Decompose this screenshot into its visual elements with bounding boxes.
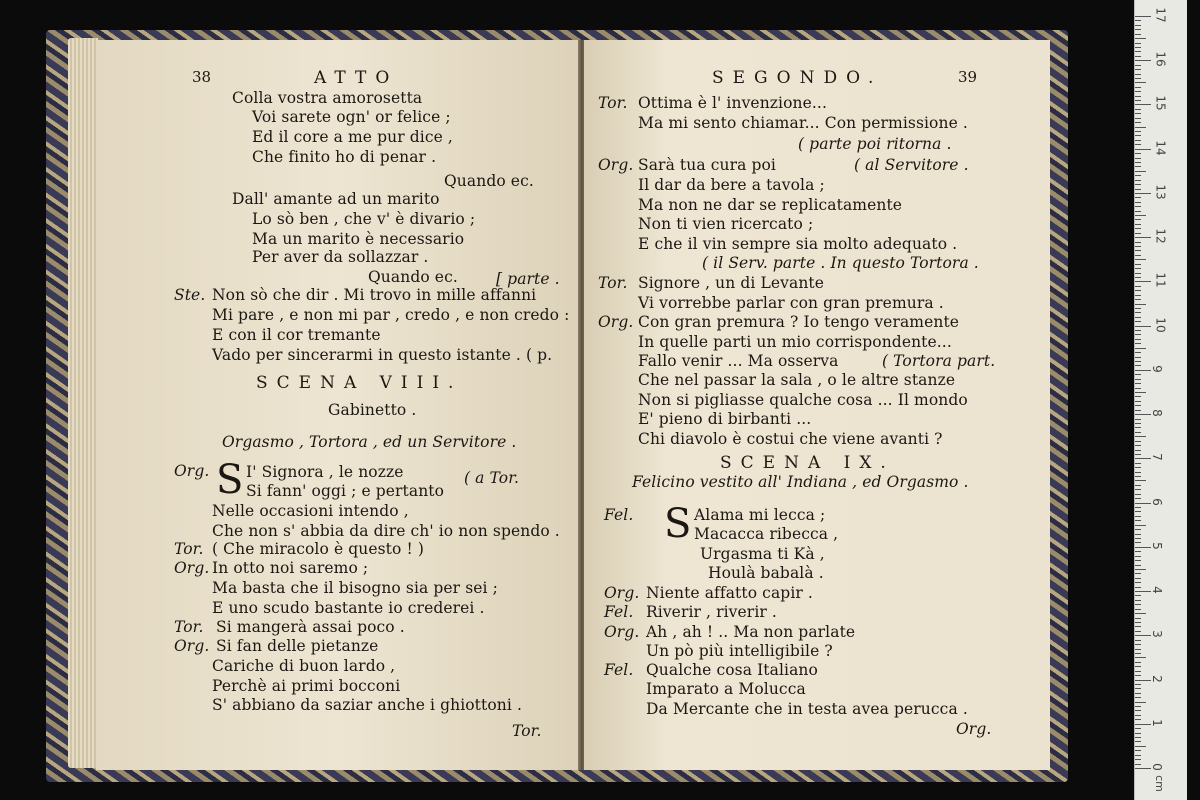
ruler-tick-minor — [1135, 657, 1146, 658]
catchword: Tor. — [512, 722, 542, 740]
text-line: Colla vostra amorosetta — [232, 89, 423, 107]
ruler-tick-minor — [1135, 334, 1141, 335]
text-line: Si mangerà assai poco . — [216, 618, 405, 636]
ruler-tick-minor — [1135, 20, 1141, 21]
ruler-tick-minor — [1135, 556, 1141, 557]
text-line: Quando ec. — [444, 172, 534, 190]
ruler-tick-minor — [1135, 25, 1141, 26]
ruler-tick-minor — [1135, 166, 1141, 167]
scene-characters: Felicino vestito all' Indiana , ed Orgasmo . — [632, 473, 969, 491]
stage-direction: ( a Tor. — [464, 469, 520, 487]
text-line: Vi vorrebbe parlar con gran premura . — [638, 294, 944, 312]
text-line: Non ti vien ricercato ; — [638, 215, 814, 233]
ruler-tick-minor — [1135, 427, 1141, 428]
ruler-tick-major — [1135, 635, 1151, 636]
ruler-tick-minor — [1135, 211, 1141, 212]
ruler-tick-minor — [1135, 184, 1141, 185]
text-line: E uno scudo bastante io crederei . — [212, 599, 485, 617]
text-line: Quando ec. — [368, 268, 458, 286]
ruler-tick-minor — [1135, 290, 1141, 291]
ruler-tick-minor — [1135, 144, 1141, 145]
ruler-tick-minor — [1135, 578, 1141, 579]
text-line: Ma un marito è necessario — [252, 230, 465, 248]
stage-direction: ( al Servitore . — [854, 156, 969, 174]
ruler-tick-minor — [1135, 618, 1141, 619]
ruler-tick-minor — [1135, 175, 1141, 176]
ruler-tick-minor — [1135, 264, 1141, 265]
speaker-label: Ste. — [174, 286, 206, 304]
ruler-tick-major — [1135, 458, 1151, 459]
stage-direction: [ parte . — [496, 270, 560, 288]
ruler-tick-minor — [1135, 644, 1141, 645]
text-line: Houlà babalà . — [708, 564, 824, 582]
catchword: Org. — [956, 720, 992, 738]
text-line: Si fann' oggi ; e pertanto — [246, 482, 445, 500]
ruler-tick-minor — [1135, 476, 1141, 477]
ruler-tick-minor — [1135, 118, 1141, 119]
page-edges — [68, 38, 98, 768]
text-line: Non sò che dir . Mi trovo in mille affanni — [212, 286, 537, 304]
text-line: Dall' amante ad un marito — [232, 190, 440, 208]
ruler-tick-minor — [1135, 308, 1141, 309]
ruler-tick-minor — [1135, 38, 1146, 39]
ruler-tick-minor — [1135, 626, 1141, 627]
text-line: Ma non ne dar se replicatamente — [638, 196, 903, 214]
ruler-number: 1 — [1149, 718, 1164, 727]
ruler-tick-minor — [1135, 485, 1141, 486]
text-line: Mi pare , e non mi par , credo , e non credo : — [212, 306, 570, 324]
ruler-tick-minor — [1135, 710, 1141, 711]
ruler-tick-minor — [1135, 675, 1141, 676]
text-line: Ah , ah ! .. Ma non parlate — [646, 623, 856, 641]
ruler-tick-minor — [1135, 419, 1141, 420]
scene-heading: SCENA VIII. — [256, 373, 463, 393]
text-line: Urgasma ti Kà , — [700, 545, 825, 563]
ruler-tick-minor — [1135, 255, 1141, 256]
ruler-number: 9 — [1149, 365, 1164, 373]
scene-heading: SCENA IX. — [720, 453, 895, 473]
ruler-tick-minor — [1135, 365, 1141, 366]
drop-cap: S — [216, 457, 244, 503]
ruler-tick-minor — [1135, 728, 1141, 729]
ruler-tick-minor — [1135, 441, 1141, 442]
right-page — [584, 40, 1050, 770]
speaker-label: Org. — [604, 584, 640, 602]
text-line: E con il cor tremante — [212, 326, 381, 344]
ruler-tick-minor — [1135, 755, 1141, 756]
ruler-tick-major — [1135, 414, 1151, 415]
ruler-tick-minor — [1135, 29, 1141, 30]
ruler-tick-minor — [1135, 719, 1141, 720]
ruler-tick-minor — [1135, 357, 1141, 358]
ruler-tick-major — [1135, 591, 1151, 592]
ruler-tick-major — [1135, 281, 1151, 282]
ruler-tick-minor — [1135, 171, 1146, 172]
ruler-number: 11 — [1153, 272, 1168, 289]
ruler-tick-minor — [1135, 551, 1141, 552]
ruler-tick-minor — [1135, 82, 1146, 83]
ruler-tick-minor — [1135, 454, 1141, 455]
ruler-tick-minor — [1135, 560, 1141, 561]
ruler-tick-minor — [1135, 525, 1146, 526]
ruler-tick-minor — [1135, 741, 1141, 742]
ruler-tick-minor — [1135, 87, 1141, 88]
ruler-tick-minor — [1135, 299, 1141, 300]
ruler-tick-minor — [1135, 511, 1141, 512]
ruler-tick-minor — [1135, 206, 1141, 207]
ruler-tick-minor — [1135, 295, 1141, 296]
text-line: Macacca ribecca , — [694, 525, 839, 543]
ruler-tick-minor — [1135, 613, 1146, 614]
ruler-tick-minor — [1135, 467, 1141, 468]
speaker-label: Org. — [174, 637, 210, 655]
ruler-tick-major — [1135, 149, 1151, 150]
ruler-tick-minor — [1135, 361, 1141, 362]
scene-characters: Orgasmo , Tortora , ed un Servitore . — [222, 433, 517, 451]
ruler-tick-minor — [1135, 746, 1146, 747]
speaker-label: Tor. — [598, 94, 628, 112]
ruler-tick-minor — [1135, 383, 1141, 384]
ruler-tick-minor — [1135, 715, 1141, 716]
ruler-tick-minor — [1135, 374, 1141, 375]
ruler-tick-minor — [1135, 96, 1141, 97]
ruler-tick-minor — [1135, 529, 1141, 530]
ruler-tick-minor — [1135, 622, 1141, 623]
ruler-tick-minor — [1135, 277, 1141, 278]
ruler-number: 15 — [1153, 95, 1168, 112]
ruler-number: 12 — [1153, 228, 1168, 244]
ruler-tick-minor — [1135, 587, 1141, 588]
page-number: 38 — [192, 68, 212, 86]
text-line: In otto noi saremo ; — [212, 559, 369, 577]
text-line: Che nel passar la sala , o le altre stanze — [638, 371, 956, 389]
ruler-tick-minor — [1135, 480, 1146, 481]
ruler-tick-major — [1135, 547, 1151, 548]
text-line: Non si pigliasse qualche cosa ... Il mondo — [638, 391, 968, 409]
ruler-tick-minor — [1135, 91, 1141, 92]
ruler-tick-major — [1135, 768, 1151, 769]
ruler-tick-minor — [1135, 51, 1141, 52]
ruler-tick-minor — [1135, 65, 1141, 66]
ruler-number: 13 — [1153, 184, 1168, 200]
ruler-tick-minor — [1135, 706, 1141, 707]
ruler-tick-minor — [1135, 228, 1141, 229]
ruler-tick-minor — [1135, 436, 1146, 437]
text-line: Voi sarete ogn' or felice ; — [252, 108, 451, 126]
ruler-tick-minor — [1135, 520, 1141, 521]
text-line: S' abbiano da saziar anche i ghiottoni . — [212, 696, 522, 714]
speaker-label: Tor. — [174, 618, 204, 636]
ruler-tick-minor — [1135, 34, 1141, 35]
text-line: Fallo venir ... Ma osserva — [638, 352, 839, 370]
ruler-tick-minor — [1135, 498, 1141, 499]
speaker-label: Org. — [598, 156, 634, 174]
ruler-tick-minor — [1135, 140, 1141, 141]
ruler-tick-minor — [1135, 312, 1141, 313]
ruler-tick-minor — [1135, 507, 1141, 508]
speaker-label: Org. — [174, 559, 210, 577]
measuring-ruler — [1134, 0, 1187, 800]
speaker-label: Org. — [174, 462, 210, 480]
ruler-tick-minor — [1135, 109, 1141, 110]
ruler-tick-minor — [1135, 219, 1141, 220]
ruler-tick-major — [1135, 503, 1151, 504]
text-line: Vado per sincerarmi in questo istante . ( p. — [212, 346, 553, 364]
ruler-tick-minor — [1135, 671, 1141, 672]
ruler-tick-minor — [1135, 565, 1141, 566]
ruler-number: 6 — [1149, 497, 1164, 506]
ruler-tick-minor — [1135, 542, 1141, 543]
ruler-number: 17 — [1153, 7, 1168, 23]
speaker-label: Fel. — [604, 506, 634, 524]
stage-direction: ( parte poi ritorna . — [798, 135, 952, 153]
ruler-number: 10 — [1153, 317, 1168, 333]
ruler-tick-minor — [1135, 737, 1141, 738]
ruler-tick-minor — [1135, 649, 1141, 650]
ruler-tick-minor — [1135, 516, 1141, 517]
ruler-tick-minor — [1135, 573, 1141, 574]
ruler-tick-major — [1135, 370, 1151, 371]
ruler-tick-major — [1135, 193, 1151, 194]
text-line: Per aver da sollazzar . — [252, 248, 429, 266]
running-header: ATTO — [314, 68, 399, 88]
ruler-tick-minor — [1135, 127, 1146, 128]
ruler-tick-minor — [1135, 750, 1141, 751]
text-line: Si fan delle pietanze — [216, 637, 379, 655]
speaker-label: Fel. — [604, 603, 634, 621]
speaker-label: Tor. — [598, 274, 628, 292]
stage-direction: ( Tortora part. — [882, 352, 996, 370]
ruler-tick-minor — [1135, 330, 1141, 331]
ruler-tick-minor — [1135, 197, 1141, 198]
ruler-tick-minor — [1135, 472, 1141, 473]
text-line: Ed il core a me pur dice , — [252, 128, 453, 146]
text-line: I' Signora , le nozze — [246, 463, 404, 481]
ruler-tick-minor — [1135, 405, 1141, 406]
page-number: 39 — [958, 68, 978, 86]
text-line: Cariche di buon lardo , — [212, 657, 396, 675]
ruler-number: 7 — [1149, 453, 1164, 462]
text-line: ( Che miracolo è questo ! ) — [212, 540, 424, 558]
text-line: Imparato a Molucca — [646, 680, 806, 698]
text-line: Che non s' abbia da dire ch' io non spendo . — [212, 522, 560, 540]
ruler-tick-minor — [1135, 317, 1141, 318]
text-line: Ma basta che il bisogno sia per sei ; — [212, 579, 498, 597]
ruler-tick-major — [1135, 16, 1151, 17]
ruler-tick-minor — [1135, 202, 1141, 203]
ruler-tick-minor — [1135, 489, 1141, 490]
ruler-tick-minor — [1135, 268, 1141, 269]
ruler-tick-minor — [1135, 631, 1141, 632]
ruler-tick-minor — [1135, 339, 1141, 340]
ruler-tick-minor — [1135, 600, 1141, 601]
ruler-tick-minor — [1135, 688, 1141, 689]
ruler-tick-minor — [1135, 158, 1141, 159]
ruler-number: 14 — [1153, 140, 1168, 156]
ruler-tick-minor — [1135, 401, 1141, 402]
text-line: Ottima è l' invenzione... — [638, 94, 827, 112]
running-header: SEGONDO. — [712, 68, 883, 88]
ruler-tick-major — [1135, 104, 1151, 105]
ruler-tick-minor — [1135, 56, 1141, 57]
ruler-tick-minor — [1135, 463, 1141, 464]
ruler-tick-minor — [1135, 684, 1141, 685]
ruler-tick-minor — [1135, 666, 1141, 667]
ruler-tick-minor — [1135, 379, 1141, 380]
text-line: E che il vin sempre sia molto adequato . — [638, 235, 958, 253]
ruler-number: 0 — [1149, 763, 1164, 771]
stage-direction: ( il Serv. parte . In questo Tortora . — [702, 254, 979, 272]
ruler-tick-minor — [1135, 609, 1141, 610]
ruler-tick-minor — [1135, 215, 1146, 216]
ruler-unit: cm — [1152, 775, 1166, 792]
ruler-number: 5 — [1149, 541, 1164, 550]
text-line: Nelle occasioni intendo , — [212, 502, 409, 520]
text-line: Riverir , riverir . — [646, 603, 777, 621]
ruler-tick-minor — [1135, 224, 1141, 225]
ruler-tick-major — [1135, 326, 1151, 327]
speaker-label: Fel. — [604, 661, 634, 679]
text-line: Qualche cosa Italiano — [646, 661, 818, 679]
ruler-tick-minor — [1135, 43, 1141, 44]
text-line: Signore , un di Levante — [638, 274, 825, 292]
ruler-tick-minor — [1135, 100, 1141, 101]
ruler-tick-minor — [1135, 693, 1141, 694]
ruler-tick-minor — [1135, 662, 1141, 663]
ruler-tick-minor — [1135, 180, 1141, 181]
ruler-tick-minor — [1135, 242, 1141, 243]
ruler-tick-major — [1135, 724, 1151, 725]
ruler-tick-minor — [1135, 131, 1141, 132]
text-line: Perchè ai primi bocconi — [212, 677, 401, 695]
ruler-tick-minor — [1135, 348, 1146, 349]
ruler-tick-minor — [1135, 392, 1146, 393]
ruler-tick-minor — [1135, 538, 1141, 539]
ruler-number: 16 — [1153, 51, 1168, 67]
text-line: Con gran premura ? Io tengo veramente — [638, 313, 960, 331]
ruler-number: 8 — [1149, 409, 1164, 417]
text-line: Ma mi sento chiamar... Con permissione . — [638, 114, 968, 132]
ruler-tick-minor — [1135, 233, 1141, 234]
drop-cap: S — [664, 501, 692, 547]
text-line: Alama mi lecca ; — [694, 506, 826, 524]
text-line: Sarà tua cura poi — [638, 156, 776, 174]
ruler-tick-minor — [1135, 343, 1141, 344]
ruler-tick-minor — [1135, 321, 1141, 322]
ruler-tick-minor — [1135, 396, 1141, 397]
ruler-tick-major — [1135, 237, 1151, 238]
text-line: In quelle parti un mio corrispondente... — [638, 333, 952, 351]
ruler-tick-minor — [1135, 534, 1141, 535]
ruler-tick-minor — [1135, 304, 1146, 305]
speaker-label: Org. — [604, 623, 640, 641]
ruler-tick-minor — [1135, 764, 1141, 765]
text-line: E' pieno di birbanti ... — [638, 410, 812, 428]
ruler-tick-minor — [1135, 122, 1141, 123]
ruler-tick-minor — [1135, 153, 1141, 154]
ruler-tick-minor — [1135, 352, 1141, 353]
ruler-tick-minor — [1135, 733, 1141, 734]
ruler-tick-minor — [1135, 246, 1141, 247]
ruler-tick-minor — [1135, 494, 1141, 495]
ruler-tick-minor — [1135, 162, 1141, 163]
ruler-tick-minor — [1135, 702, 1146, 703]
scene-location: Gabinetto . — [328, 401, 417, 419]
ruler-tick-minor — [1135, 273, 1141, 274]
ruler-tick-minor — [1135, 445, 1141, 446]
text-line: Un pò più intelligibile ? — [646, 642, 833, 660]
ruler-tick-minor — [1135, 69, 1141, 70]
speaker-label: Org. — [598, 313, 634, 331]
text-line: Il dar da bere a tavola ; — [638, 176, 825, 194]
text-line: Chi diavolo è costui che viene avanti ? — [638, 430, 943, 448]
ruler-number: 3 — [1149, 630, 1164, 639]
speaker-label: Tor. — [174, 540, 204, 558]
ruler-tick-minor — [1135, 697, 1141, 698]
left-page — [96, 40, 580, 770]
ruler-tick-minor — [1135, 47, 1141, 48]
ruler-tick-minor — [1135, 250, 1141, 251]
ruler-tick-minor — [1135, 759, 1141, 760]
ruler-tick-minor — [1135, 653, 1141, 654]
ruler-tick-minor — [1135, 74, 1141, 75]
text-line: Da Mercante che in testa avea perucca . — [646, 700, 968, 718]
text-line: Che finito ho di penar . — [252, 148, 437, 166]
ruler-tick-minor — [1135, 286, 1141, 287]
ruler-tick-minor — [1135, 450, 1141, 451]
ruler-tick-minor — [1135, 189, 1141, 190]
ruler-tick-minor — [1135, 423, 1141, 424]
ruler-tick-minor — [1135, 432, 1141, 433]
ruler-tick-minor — [1135, 113, 1141, 114]
ruler-tick-minor — [1135, 135, 1141, 136]
ruler-number: 2 — [1149, 674, 1164, 683]
ruler-tick-major — [1135, 680, 1151, 681]
ruler-tick-minor — [1135, 388, 1141, 389]
text-line: Lo sò ben , che v' è divario ; — [252, 210, 476, 228]
ruler-tick-minor — [1135, 78, 1141, 79]
ruler-tick-minor — [1135, 582, 1141, 583]
ruler-tick-major — [1135, 60, 1151, 61]
ruler-tick-minor — [1135, 410, 1141, 411]
ruler-tick-minor — [1135, 595, 1141, 596]
ruler-tick-minor — [1135, 604, 1141, 605]
ruler-tick-minor — [1135, 640, 1141, 641]
ruler-number: 4 — [1149, 586, 1164, 594]
ruler-tick-minor — [1135, 569, 1146, 570]
ruler-tick-minor — [1135, 259, 1146, 260]
text-line: Niente affatto capir . — [646, 584, 813, 602]
